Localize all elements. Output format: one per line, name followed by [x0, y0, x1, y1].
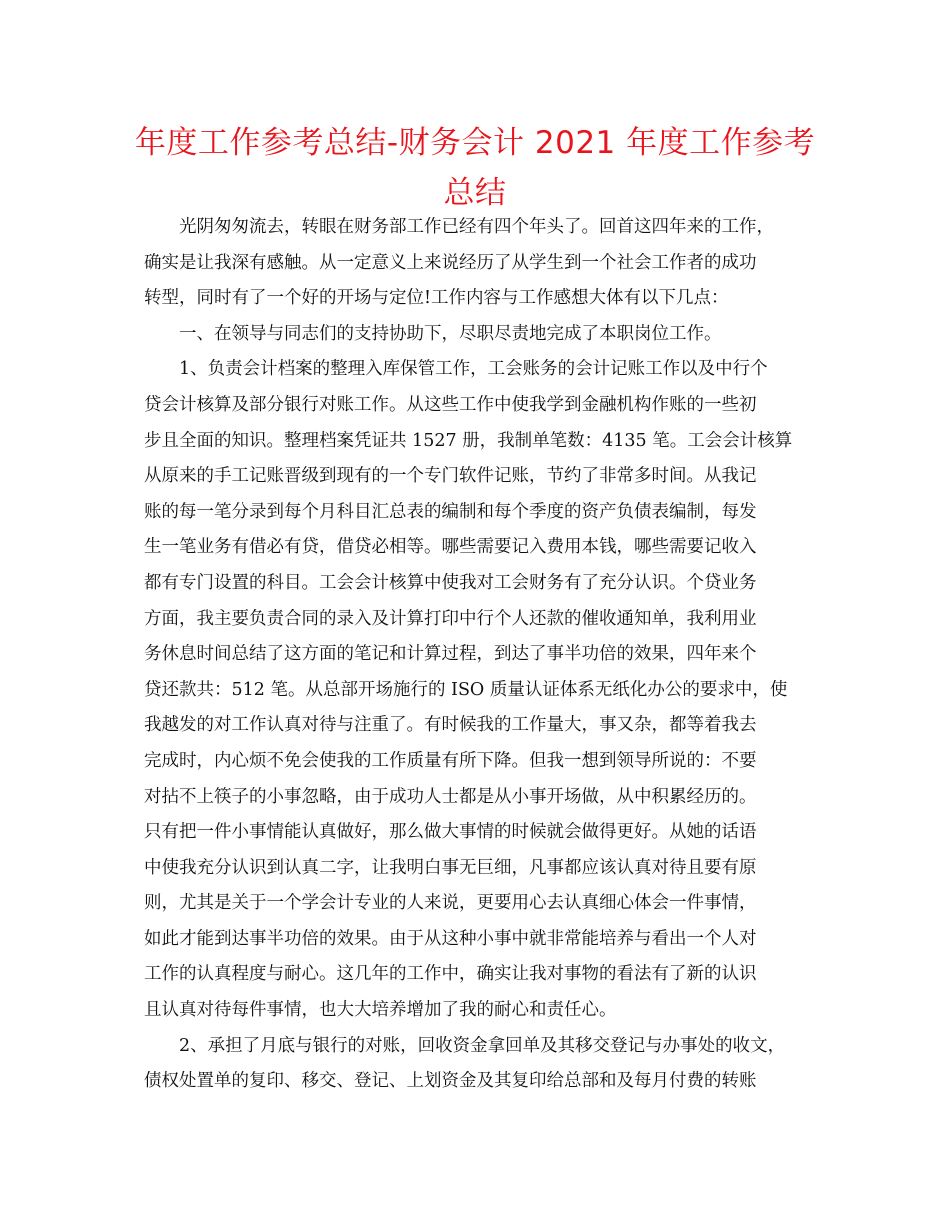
paragraph-line: 我越发的对工作认真对待与注重了。有时候我的工作量大，事又杂，都等着我去 — [144, 715, 757, 736]
paragraph-line: 只有把一件小事情能认真做好，那么做大事情的时候就会做得更好。从她的话语 — [144, 822, 757, 843]
paragraph-line: 方面，我主要负责合同的录入及计算打印中行个人还款的催收通知单，我利用业 — [144, 608, 757, 629]
paragraph-line: 1、负责会计档案的整理入库保管工作，工会账务的会计记账工作以及中行个 — [179, 359, 768, 380]
document-body — [144, 210, 812, 1100]
paragraph-line: 且认真对待每件事情，也大大培养增加了我的耐心和责任心。 — [144, 1000, 617, 1021]
paragraph-line: 步且全面的知识。整理档案凭证共 1527 册，我制单笔数：4135 笔。工会会计核算 — [144, 430, 793, 451]
paragraph-line: 对拈不上筷子的小事忽略，由于成功人士都是从小事开场做，从中积累经历的。 — [144, 786, 757, 807]
paragraph-line: 务休息时间总结了这方面的笔记和计算过程，到达了事半功倍的效果，四年来个 — [144, 644, 757, 665]
title-line-1: 年度工作参考总结-财务会计 2021 年度工作参考 — [134, 125, 816, 161]
paragraph-line: 工作的认真程度与耐心。这几年的工作中，确实让我对事物的看法有了新的认识 — [144, 964, 757, 985]
paragraph-line: 确实是让我深有感触。从一定意义上来说经历了从学生到一个社会工作者的成功 — [144, 252, 757, 273]
paragraph-line: 贷还款共：512 笔。从总部开场施行的 ISO 质量认证体系无纸化办公的要求中，使 — [144, 679, 788, 700]
section-heading: 一、在领导与同志们的支持协助下，尽职尽责地完成了本职岗位工作。 — [179, 323, 722, 344]
paragraph-line: 2、承担了月底与银行的对账，回收资金拿回单及其移交登记与办事处的收文， — [179, 1035, 786, 1056]
paragraph-line: 完成时，内心烦不免会使我的工作质量有所下降。但我一想到领导所说的：不要 — [144, 750, 757, 771]
paragraph-line: 生一笔业务有借必有贷，借贷必相等。哪些需要记入费用本钱，哪些需要记收入 — [144, 537, 757, 558]
paragraph-line: 光阴匆匆流去，转眼在财务部工作已经有四个年头了。回首这四年来的工作， — [179, 217, 774, 237]
paragraph-line: 转型，同时有了一个好的开场与定位!工作内容与工作感想大体有以下几点： — [144, 288, 729, 309]
paragraph-line: 中使我充分认识到认真二字，让我明白事无巨细，凡事都应该认真对待且要有原 — [144, 857, 757, 878]
paragraph-line: 则，尤其是关于一个学会计专业的人来说，更要用心去认真细心体会一件事情， — [144, 893, 757, 914]
document-title — [100, 118, 850, 218]
paragraph-line: 都有专门设置的科目。工会会计核算中使我对工会财务有了充分认识。个贷业务 — [144, 572, 757, 593]
paragraph-line: 贷会计核算及部分银行对账工作。从这些工作中使我学到金融机构作账的一些初 — [144, 394, 757, 415]
paragraph-line: 从原来的手工记账晋级到现有的一个专门软件记账，节约了非常多时间。从我记 — [144, 466, 757, 487]
paragraph-line: 债权处置单的复印、移交、登记、上划资金及其复印给总部和及每月付费的转账 — [144, 1071, 757, 1092]
title-line-2: 总结 — [443, 175, 507, 211]
paragraph-line: 账的每一笔分录到每个月科目汇总表的编制和每个季度的资产负债表编制，每发 — [144, 501, 757, 522]
paragraph-line: 如此才能到达事半功倍的效果。由于从这种小事中就非常能培养与看出一个人对 — [144, 928, 757, 949]
